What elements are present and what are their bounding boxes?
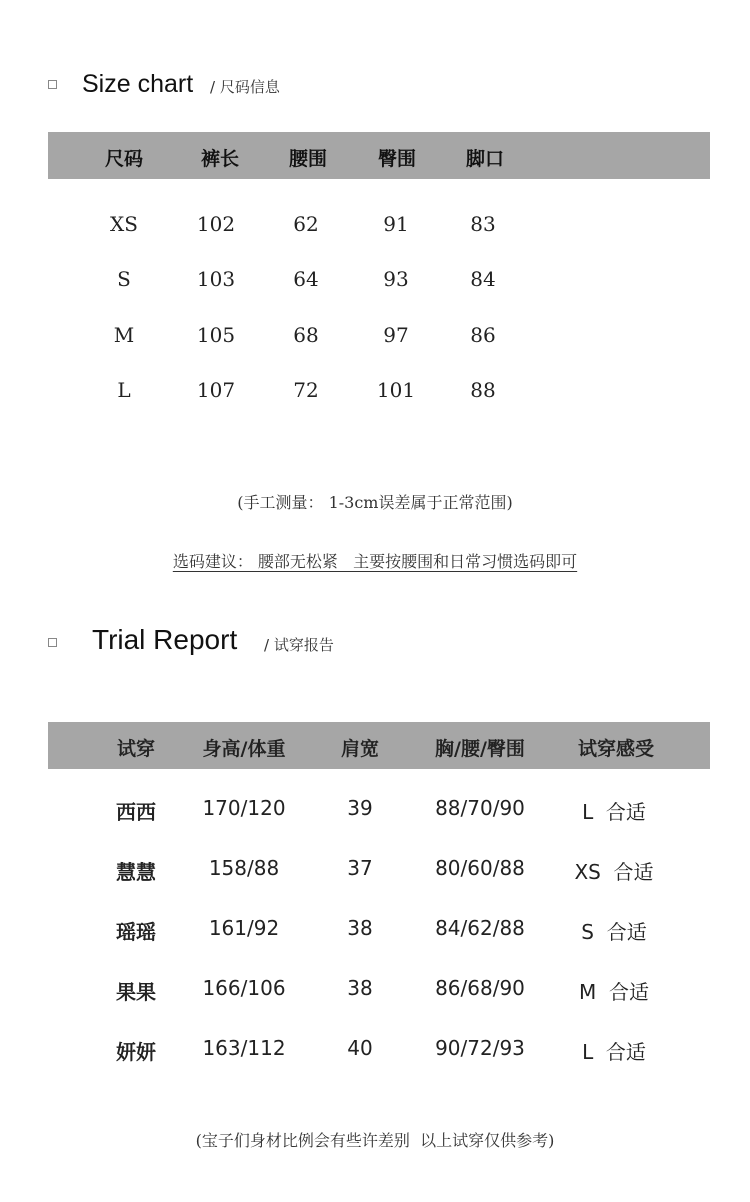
waist-cell: 62 bbox=[293, 212, 319, 236]
height-weight-cell: 161/92 bbox=[208, 916, 280, 940]
length-cell: 107 bbox=[196, 378, 236, 402]
trial-disclaimer: (宝子们身材比例会有些许差别 以上试穿仅供参考) bbox=[195, 1131, 555, 1150]
height-weight-cell: 163/112 bbox=[202, 1036, 286, 1060]
header-waist: 腰围 bbox=[288, 148, 328, 170]
fit-cell: XS 合适 bbox=[574, 860, 654, 884]
header-fit-feedback: 试穿感受 bbox=[577, 738, 655, 760]
header-height-weight: 身高/体重 bbox=[202, 738, 286, 760]
fit-cell: L 合适 bbox=[582, 800, 646, 824]
size-advice: 选码建议： 腰部无松紧 主要按腰围和日常习惯选码即可 bbox=[172, 552, 578, 571]
square-bullet-icon bbox=[48, 638, 57, 647]
shoulder-cell: 39 bbox=[347, 796, 373, 820]
hip-cell: 97 bbox=[383, 323, 409, 347]
shoulder-cell: 40 bbox=[347, 1036, 373, 1060]
square-bullet-icon bbox=[48, 80, 57, 89]
height-weight-cell: 170/120 bbox=[202, 796, 286, 820]
trial-report-subtitle: / 试穿报告 bbox=[264, 636, 334, 654]
fit-cell: S 合适 bbox=[581, 920, 647, 944]
leg-opening-cell: 84 bbox=[470, 267, 496, 291]
shoulder-cell: 37 bbox=[347, 856, 373, 880]
trial-report-title: Trial Report bbox=[92, 624, 238, 655]
measurements-cell: 84/62/88 bbox=[435, 916, 525, 940]
waist-cell: 68 bbox=[293, 323, 319, 347]
header-length: 裤长 bbox=[200, 148, 240, 170]
size-cell: M bbox=[113, 323, 135, 347]
tester-name: 慧慧 bbox=[116, 860, 156, 884]
tester-name: 西西 bbox=[116, 800, 156, 824]
size-cell: L bbox=[117, 378, 131, 402]
tester-name: 瑶瑶 bbox=[116, 920, 156, 944]
size-cell: S bbox=[117, 267, 131, 291]
size-chart-title: Size chart bbox=[82, 70, 194, 98]
measurements-cell: 86/68/90 bbox=[435, 976, 525, 1000]
header-shoulder: 肩宽 bbox=[340, 738, 380, 760]
size-chart-subtitle: / 尺码信息 bbox=[210, 78, 280, 96]
hip-cell: 93 bbox=[383, 267, 409, 291]
waist-cell: 64 bbox=[293, 267, 319, 291]
fit-cell: M 合适 bbox=[579, 980, 649, 1004]
header-leg-opening: 脚口 bbox=[465, 148, 505, 170]
measurement-note: (手工测量： 1-3cm误差属于正常范围) bbox=[237, 493, 513, 512]
height-weight-cell: 158/88 bbox=[208, 856, 280, 880]
measurements-cell: 90/72/93 bbox=[435, 1036, 525, 1060]
leg-opening-cell: 88 bbox=[470, 378, 496, 402]
length-cell: 105 bbox=[196, 323, 236, 347]
size-cell: XS bbox=[110, 212, 138, 236]
header-bust-waist-hip: 胸/腰/臀围 bbox=[435, 738, 525, 760]
waist-cell: 72 bbox=[293, 378, 319, 402]
header-size: 尺码 bbox=[104, 148, 144, 170]
leg-opening-cell: 83 bbox=[470, 212, 496, 236]
tester-name: 果果 bbox=[116, 980, 156, 1004]
measurements-cell: 88/70/90 bbox=[435, 796, 525, 820]
tester-name: 妍妍 bbox=[116, 1040, 156, 1064]
shoulder-cell: 38 bbox=[347, 916, 373, 940]
length-cell: 102 bbox=[196, 212, 236, 236]
hip-cell: 91 bbox=[383, 212, 409, 236]
leg-opening-cell: 86 bbox=[470, 323, 496, 347]
header-hip: 臀围 bbox=[377, 148, 417, 170]
measurements-cell: 80/60/88 bbox=[435, 856, 525, 880]
fit-cell: L 合适 bbox=[582, 1040, 646, 1064]
hip-cell: 101 bbox=[376, 378, 416, 402]
header-tester: 试穿 bbox=[116, 738, 156, 760]
length-cell: 103 bbox=[196, 267, 236, 291]
shoulder-cell: 38 bbox=[347, 976, 373, 1000]
height-weight-cell: 166/106 bbox=[202, 976, 286, 1000]
